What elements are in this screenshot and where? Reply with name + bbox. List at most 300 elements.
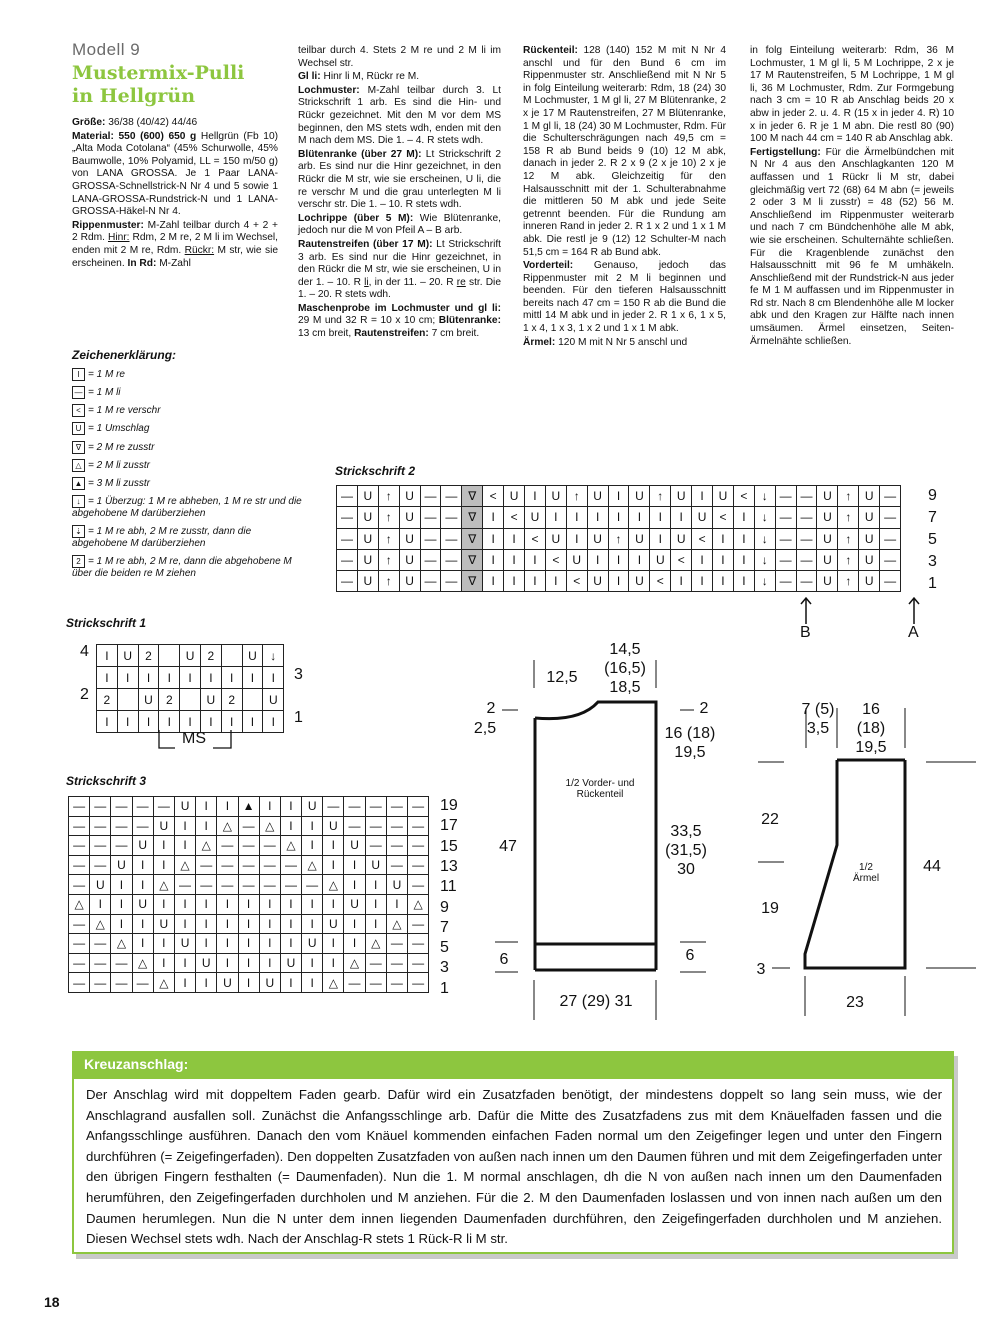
body-piece-label: 1/2 Vorder- und Rückenteil [565,778,635,800]
body-rib-outline [535,944,656,970]
chart-cell: I [323,894,344,914]
col2-paragraph: Lochmuster: M-Zahl teilbar durch 3. Lt Strickschrift 1 arb. Es sind die Hin- und Rückr gezeichnet. Mit den M vor dem MS beginnen, den MS stets wdh, enden mit den M nach dem MS. Die 1. – 4. R stets wdh. [298,84,501,147]
chart-cell: — [408,836,429,856]
chart-cell: U [545,528,566,549]
chart-cell: I [280,894,301,914]
dim-sleeve-h1: 22 [761,811,779,828]
chart-cell: — [420,507,441,528]
chart-cell: I [566,507,587,528]
chart-cell: I [323,836,344,856]
legend-symbol-icon: I [72,368,85,381]
chart-cell: — [441,549,462,570]
chart-cell: I [365,894,386,914]
chart-cell: ↑ [378,507,399,528]
chart-cell: I [259,797,280,817]
chart-cell: I [733,528,754,549]
chart-cell: — [111,797,132,817]
col1-paragraph: Größe: 36/38 (40/42) 44/46 [72,117,198,128]
chart-cell: △ [153,875,174,895]
chart-row [69,855,429,875]
chart-2-row-label: 3 [928,553,937,570]
chart-cell: I [671,507,692,528]
chart-cell: I [263,667,284,689]
chart-cell: — [880,486,901,507]
chart-cell: I [483,507,504,528]
chart-cell: △ [323,973,344,993]
chart-cell: ↑ [838,549,859,570]
chart-cell: U [357,571,378,592]
dim-rib-right: 6 [685,947,695,964]
chart-cell: — [408,973,429,993]
chart-cell: ↑ [838,507,859,528]
dim-neck: 14,5 (16,5) 18,5 [604,641,646,696]
marker-a: A [908,624,919,641]
chart-cell: I [242,667,263,689]
chart-cell: — [386,836,407,856]
chart-cell: I [692,571,713,592]
chart-cell: — [90,816,111,836]
chart-cell: U [859,528,880,549]
chart-cell: I [344,855,365,875]
chart-cell: — [796,486,817,507]
chart-cell: I [733,549,754,570]
marker-b: B [800,624,811,641]
chart-cell: — [69,934,90,954]
chart-cell: I [238,914,259,934]
chart-cell: U [132,894,153,914]
chart-cell: U [859,507,880,528]
marker-arrows-icon [795,596,925,626]
chart-cell: — [337,549,358,570]
chart-cell: — [90,953,111,973]
chart-cell: U [650,549,671,570]
chart-cell: U [302,934,323,954]
chart-cell: — [69,797,90,817]
chart-row [69,953,429,973]
legend-text: = 1 M li [88,387,121,399]
legend-symbol-icon: U [72,422,85,435]
chart-cell: ↑ [650,486,671,507]
chart-cell: U [817,528,838,549]
chart-row [69,816,429,836]
chart-3-row-label: 1 [440,979,449,997]
chart-cell: I [97,711,118,733]
chart-cell: — [880,507,901,528]
dim-sleeve-h2: 19 [761,900,779,917]
chart-cell: I [221,711,242,733]
chart-cell: — [174,875,195,895]
dim-armhole: 16 (18) 19,5 [664,725,716,761]
chart-cell: I [302,836,323,856]
chart-row [69,875,429,895]
chart-grid [336,485,901,592]
chart-cell: U [196,953,217,973]
col1-paragraph: Material: 550 (600) 650 g Hellgrün (Fb 10) „Alta Moda Cotolana“ (45% Schurwolle, 45% Baumwolle, 10% Polyamid, LL = 150 m/50 g) von LANA GROSSA. Je 1 Paar LANA-GROSSA-Schnellstrick-N Nr 4 und 5 sowie 1 LANA-GROSSA-Rundstrick-N und 1 LANA-GROSSA-Häkel-N Nr 4. [72,130,279,218]
chart-cell: — [386,953,407,973]
chart-row [69,797,429,817]
legend-item [72,441,302,454]
chart-cell: I [200,667,221,689]
chart-cell: U [566,549,587,570]
legend-symbol-icon: < [72,404,85,417]
chart-cell: I [196,934,217,954]
chart-row [337,571,901,592]
col3-paragraph: Vorderteil: Genauso, jedoch das Rippenmuster mit 2 M li beginnen und beenden. Für den tieferen Halsausschnitt bereits nach 47 cm = 150 R ab die Bund die mittl 14 M abk und in jeder 2. R 1 x 6, 1 x 5, 1 x 4, 1 x 3, 1 x 2 und 1 x 1 M abk. [523,260,726,335]
chart-cell: △ [69,894,90,914]
chart-cell: ∇ [462,549,483,570]
chart-cell: ↑ [566,486,587,507]
chart-cell: U [357,507,378,528]
chart-cell: I [242,711,263,733]
chart-cell: I [302,914,323,934]
chart-cell: I [174,894,195,914]
symbol-legend [72,368,302,585]
chart-cell: U [280,953,301,973]
chart-3-row-label: 7 [440,918,449,936]
model-number: Modell 9 [72,40,141,59]
legend-text: = 1 M re verschr [88,405,161,417]
chart-cell: ▲ [238,797,259,817]
chart-cell: < [671,549,692,570]
legend-symbol-icon: ▲ [72,477,85,490]
chart-cell: U [629,571,650,592]
chart-cell: — [344,816,365,836]
chart-cell: I [159,711,180,733]
chart-cell: — [796,571,817,592]
chart-cell: — [238,816,259,836]
chart-cell: U [174,934,195,954]
chart-cell: I [221,667,242,689]
chart-cell: △ [90,914,111,934]
chart-2-row-label: 5 [928,531,937,548]
chart-cell: — [365,797,386,817]
chart-cell: — [111,836,132,856]
chart-cell: I [650,528,671,549]
dim-body-width: 27 (29) 31 [559,993,633,1010]
chart-cell: ↑ [838,528,859,549]
chart-cell: U [357,528,378,549]
chart-cell: U [323,914,344,934]
chart-cell: I [217,934,238,954]
chart-cell: — [880,571,901,592]
chart-cell: I [483,549,504,570]
chart-2-row-label: 1 [928,575,937,592]
dim-shoulder: 12,5 [546,669,578,686]
chart-cell: I [545,507,566,528]
chart-row [69,894,429,914]
legend-text: = 2 M li zusstr [88,459,150,471]
chart-grid [68,796,429,993]
chart-cell: U [344,894,365,914]
legend-item [72,404,302,417]
chart-cell: I [117,711,138,733]
chart-cell: U [859,486,880,507]
chart-cell: — [386,797,407,817]
page-number: 18 [44,1294,60,1310]
chart-cell: I [238,953,259,973]
chart-cell: U [302,797,323,817]
col3-paragraph: Ärmel: 120 M mit N Nr 5 anschl und [523,336,688,348]
col2-paragraph: Maschenprobe im Lochmuster und gl li: 29 M und 32 R = 10 x 10 cm; Blütenranke: 13 cm breit, Rautenstreifen: 7 cm breit. [298,302,501,340]
legend-item [72,422,302,435]
chart-cell: ↑ [378,486,399,507]
chart-cell: < [483,486,504,507]
chart-cell: 2 [200,645,221,667]
chart-cell: — [441,486,462,507]
chart-cell: I [713,571,734,592]
chart-row [69,934,429,954]
chart-cell: I [132,934,153,954]
chart-cell: I [713,528,734,549]
chart-3-row-label: 19 [440,797,458,814]
chart-cell: — [386,934,407,954]
chart-cell: — [69,914,90,934]
chart-cell: U [504,486,525,507]
chart-cell: — [408,934,429,954]
chart-cell: 2 [221,689,242,711]
chart-cell: △ [302,855,323,875]
chart-cell: U [242,645,263,667]
legend-symbol-icon: ∇ [72,441,85,454]
col4-paragraph: in folg Einteilung weiterarb: Rdm, 36 M Lochmuster, 1 M gl li, 5 M Lochrippe, 2 x je 17 M Rautenstreifen, 5 M Lochrippe, 1 M gl li, 36 M Lochmuster, Rdm. Zur Formgebung nach 3 cm = 10 R ab Anschlag beids 20 x abw in jeder 2. u. 4. R (15 x in jeder 4. R) 10 x in jeder 6. R je 1 M abn. Die restl 80 (90) 100 M nach 44 cm = 140 R ab Anschlag abk. [750,45,954,145]
title-line-2: in Hellgrün [72,85,196,107]
chart-2-row-label: 7 [928,509,937,526]
chart-cell: I [97,667,118,689]
chart-cell: U [180,645,201,667]
chart-grid [96,644,284,733]
chart-cell: — [111,816,132,836]
dim-sleeve-h3: 3 [756,961,766,978]
chart-cell: — [238,875,259,895]
chart-cell: I [174,953,195,973]
chart-cell: △ [217,816,238,836]
chart-cell: U [859,571,880,592]
chart-cell: — [217,836,238,856]
chart-cell: I [344,875,365,895]
chart-cell: — [238,836,259,856]
chart-cell: — [441,507,462,528]
chart-cell: < [733,486,754,507]
chart-cell: — [280,855,301,875]
chart-cell: — [280,875,301,895]
chart-cell: U [399,549,420,570]
chart-cell: < [566,571,587,592]
chart-cell: ↑ [838,486,859,507]
chart-cell: △ [280,836,301,856]
col3-paragraph: Rückenteil: 128 (140) 152 M mit N Nr 4 anschl und für den Bund 6 cm im Rippenmuster str. Anschließend mit N Nr 5 in folg Einteilung weiterarb: Rdm, 18 (24) 30 M Lochmuster, 1 M gl li, 27 M Blütenranke, 2 x je 17 M Rautenstreifen, 27 M Blütenranke, 1 M gl li, 18 (24) 30 M Lochmuster, Rdm. Für die Schulterschrägungen nach 49,5 cm = 158 R ab Bund beids 9 (10) 12 M abk, danach in jeder 2. R 2 x 9 (2 x je 10) 2 x je 12 M abk. Gleichzeitig für den Halsausschnitt mit der 1. Schulterabnahme die mittleren 50 M abk und jede Seite getrennt beenden. Für die Rundung am inneren Rand in jeder 2. R 1 x 2 und 1 x 1 M abk. Die restl je 9 (12) 12 Schulter-M nach 51,5 cm = 164 R ab Bund abk. [523,45,726,258]
chart-cell: I [608,571,629,592]
chart-cell: I [180,711,201,733]
chart-3-row-label: 9 [440,898,449,916]
chart-cell: — [420,486,441,507]
chart-1-row-label: 2 [80,686,89,703]
chart-cell: ∇ [462,528,483,549]
chart-cell: — [217,855,238,875]
chart-cell: — [408,914,429,934]
chart-cell: — [775,549,796,570]
dim-sleeve-height: 44 [923,858,941,875]
chart-cell: — [386,816,407,836]
chart-cell: U [671,528,692,549]
chart-cell: U [174,797,195,817]
chart-cell: U [692,507,713,528]
dim-sleeve-top-right: 16 (18) 19,5 [855,701,887,756]
chart-cell: — [69,836,90,856]
chart-cell: I [504,528,525,549]
chart-cell: I [196,973,217,993]
chart-cell: I [386,894,407,914]
kreuzanschlag-box [72,1051,954,1254]
chart-cell: — [775,507,796,528]
dim-neck-depth-left: 2 [486,700,496,717]
chart-cell: — [302,875,323,895]
chart-cell: I [238,973,259,993]
col4-paragraph: Fertigstellung: Für die Ärmelbündchen mit N Nr 4 aus den Anschlagkanten 120 M auffassen und 1 Rückr li M str, dabei gleichmäßig vert 72 (68) 64 M abn (= jeweils 2 oder 3 M li zusstr) = 48 (52) 56 M. Anschließend im Rippenmuster weiterarb und nach 7 cm Bündchenhöhe alle M abk, wie sie erscheinen. Schulternähte schließen. Für die Kragenblende zunächst den Halsausschnitt mit 96 fe M umhäkeln. Anschließend mit der Rundstrick-N aus jeder fe M 1 M auffassen und im Rippenmuster in Rd str. Nach 8 cm Blendenhöhe alle M locker abk und den Kragen zur Hälfte nach innen umsäumen. Ärmel einsetzen, Seiten-Ärmelnähte schließen. [750,146,954,347]
chart-cell: U [859,549,880,570]
chart-cell: U [138,689,159,711]
legend-item [72,368,302,381]
chart-cell: I [217,797,238,817]
chart-cell: U [259,973,280,993]
chart-cell: — [420,571,441,592]
chart-cell: — [408,855,429,875]
dim-rib-left: 6 [499,951,509,968]
chart-cell: I [323,855,344,875]
chart-cell: — [344,973,365,993]
chart-cell: — [90,836,111,856]
chart-cell: — [408,797,429,817]
chart-cell: I [180,667,201,689]
chart-3-row-label: 3 [440,959,449,977]
chart-cell: I [153,836,174,856]
chart-cell: I [132,855,153,875]
chart-cell: I [692,486,713,507]
chart-title-1: Strickschrift 1 [66,616,147,630]
dim-sleeve-top-left: 7 (5) 3,5 [801,701,835,737]
chart-cell: ↓ [754,486,775,507]
chart-cell: U [217,973,238,993]
chart-cell: — [323,797,344,817]
legend-text: = 1 M re abh, 2 M re zusstr, dann die abgehobene M darüberziehen [72,526,252,550]
chart-cell: U [111,855,132,875]
chart-cell: I [196,894,217,914]
chart-cell: I [650,507,671,528]
chart-3-row-label: 5 [440,939,449,957]
chart-cell: I [733,571,754,592]
chart-cell: I [117,667,138,689]
chart-cell: I [344,914,365,934]
chart-row [69,973,429,993]
legend-item [72,386,302,399]
legend-text: = 1 M re abh, 2 M re, dann die abgehobene M über die beiden re M ziehen [72,556,292,580]
chart-cell: I [111,875,132,895]
chart-cell: ∇ [462,571,483,592]
chart-cell: I [196,816,217,836]
legend-item [72,525,302,550]
chart-cell [159,645,180,667]
chart-cell: — [880,549,901,570]
chart-cell: I [365,914,386,934]
chart-cell: I [259,914,280,934]
chart-cell: I [111,914,132,934]
legend-item [72,555,302,580]
chart-cell: — [796,528,817,549]
kreuzanschlag-title: Kreuzanschlag: [74,1053,952,1079]
legend-text: = 2 M re zusstr [88,441,155,453]
dim-neck-depth-right: 2 [699,700,709,717]
chart-cell: — [775,571,796,592]
chart-cell: U [365,855,386,875]
chart-cell: I [483,571,504,592]
col2-paragraph: Gl li: Hinr li M, Rückr re M. [298,71,420,83]
legend-item [72,477,302,490]
chart-cell: — [796,507,817,528]
chart-cell: I [280,914,301,934]
chart-cell: I [153,953,174,973]
chart-cell: I [713,549,734,570]
chart-cell: I [132,875,153,895]
chart-cell: ↓ [754,507,775,528]
chart-cell: I [138,667,159,689]
chart-cell: U [399,571,420,592]
chart-cell: — [132,797,153,817]
chart-cell: — [111,953,132,973]
chart-cell: △ [365,934,386,954]
dim-sleeve-width: 23 [846,994,864,1011]
chart-cell: U [817,549,838,570]
chart-cell: I [733,507,754,528]
chart-cell: ↓ [754,571,775,592]
chart-cell: — [132,816,153,836]
col2-paragraph: Blütenranke (über 27 M): Lt Strickschrift 2 arb. Es sind nur die Hinr gezeichnet, in den Rückr die M str, wie sie erscheinen, U li, die re verschr M und die grau unterlegten M li verschr str. Die 1. – 10. R stets wdh. [298,148,501,211]
chart-cell: I [365,875,386,895]
chart-3-row-label: 13 [440,857,458,875]
legend-title: Zeichenerklärung: [72,348,177,362]
chart-cell: I [302,894,323,914]
chart-cell: — [775,486,796,507]
chart-cell: I [238,894,259,914]
chart-cell: — [408,875,429,895]
chart-cell: ∇ [462,486,483,507]
chart-cell: I [504,571,525,592]
chart-cell: ↓ [754,549,775,570]
chart-cell: I [153,894,174,914]
chart-row [69,836,429,856]
chart-cell: < [713,507,734,528]
repeat-marker-ms: MS [182,730,206,747]
body-side-outline [535,718,656,944]
col2-paragraph: Lochrippe (über 5 M): Wie Blütenranke, jedoch nur die M von Pfeil A – B arb. [298,212,502,237]
chart-cell: < [545,549,566,570]
chart-cell: U [153,914,174,934]
chart-cell: — [69,953,90,973]
chart-row [97,667,284,689]
chart-3-row-label: 15 [440,837,458,855]
chart-cell: I [629,549,650,570]
chart-cell: U [263,689,284,711]
chart-cell: < [650,571,671,592]
chart-1-row-label: 3 [294,666,303,683]
legend-text: = 1 Umschlag [88,423,150,435]
chart-cell: I [138,711,159,733]
dim-body-height: 47 [499,838,517,855]
chart-cell: I [525,571,546,592]
chart-cell: I [159,667,180,689]
chart-cell: I [238,934,259,954]
sleeve-piece-label: 1/2 Ärmel [852,862,880,884]
chart-cell: I [629,507,650,528]
chart-cell [117,689,138,711]
